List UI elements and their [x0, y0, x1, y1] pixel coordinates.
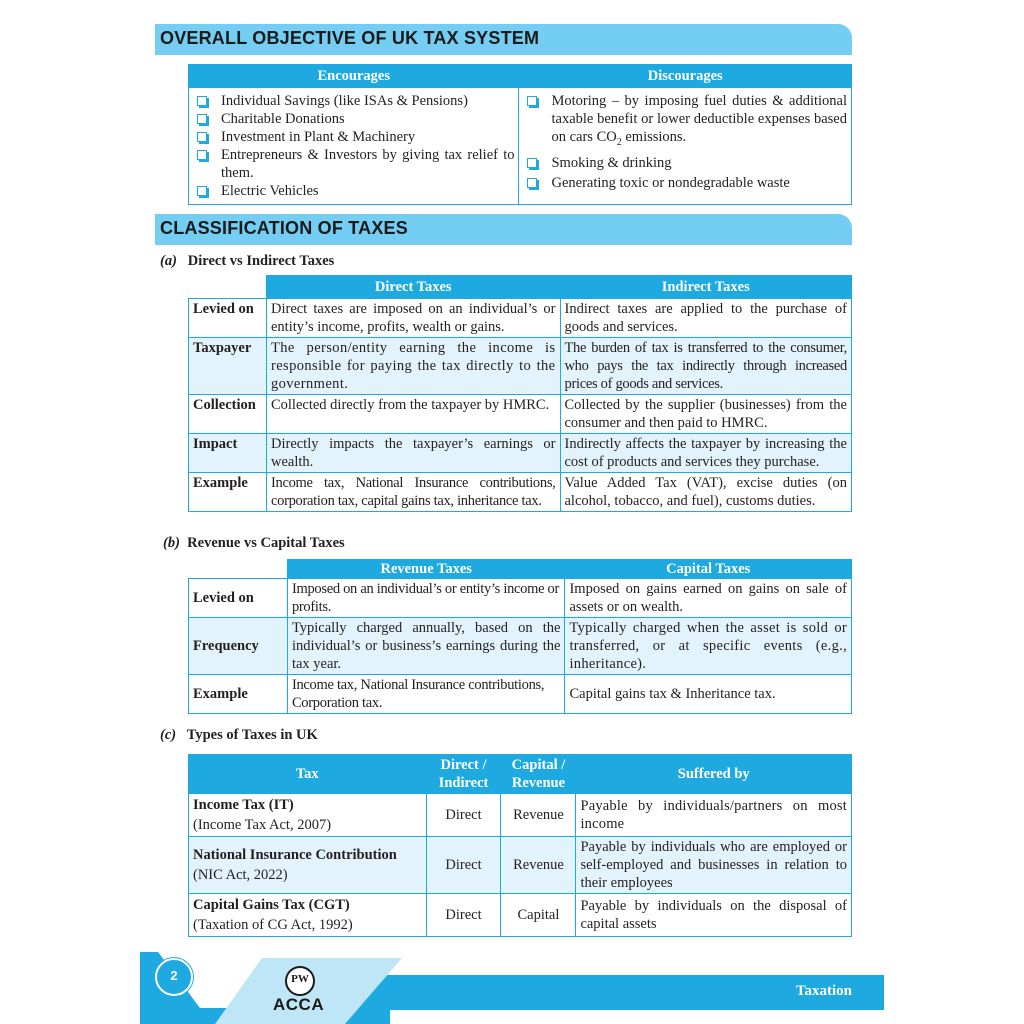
encourages-list [189, 92, 514, 200]
section-title: OVERALL OBJECTIVE OF UK TAX SYSTEM [160, 28, 540, 48]
col-header-indirect: Indirect Taxes [560, 276, 852, 299]
objective-table [188, 64, 852, 205]
footer-subject: Taxation [795, 983, 852, 999]
section-title: CLASSIFICATION OF TAXES [160, 218, 408, 238]
table-cell: Capital [501, 894, 576, 937]
checkbox-bullet-icon [197, 132, 207, 142]
page-number: 2 [170, 968, 178, 983]
table-cell: Collected by the supplier (businesses) from the consumer and then paid to HMRC. [560, 395, 852, 434]
table-row [189, 675, 852, 714]
table-header-row [189, 65, 852, 88]
table-row [189, 618, 852, 675]
checkbox-bullet-icon [527, 158, 537, 168]
table-cell: Payable by individuals who are employed or self-employed and businesses in relation to their employees [576, 837, 852, 894]
col-header-direct-indirect: Direct / Indirect [426, 755, 501, 794]
tax-name-cell [189, 894, 427, 937]
col-header-discourages: Discourages [519, 65, 852, 88]
row-label: Example [189, 473, 267, 512]
checkbox-bullet-icon [197, 114, 207, 124]
acca-logo-text: ACCA [273, 995, 325, 1014]
subsection-heading-c: (c) Types of Taxes in UK [160, 727, 318, 743]
table-cell: Income tax, National Insurance contributions, corporation tax, capital gains tax, inheritance tax. [266, 473, 560, 512]
list-item: Individual Savings (like ISAs & Pensions) [189, 92, 514, 110]
table-cell: Collected directly from the taxpayer by HMRC. [266, 395, 560, 434]
direct-indirect-table [188, 275, 852, 512]
list-item: Electric Vehicles [189, 182, 514, 200]
table-cell: Direct [426, 794, 501, 837]
section-header-objective [155, 24, 852, 55]
discourages-cell [519, 88, 852, 205]
page-number-badge [155, 958, 193, 996]
table-row [189, 579, 852, 618]
table-cell: The burden of tax is transferred to the consumer, who pays the tax indirectly through increased prices of goods and services. [560, 338, 852, 395]
table-cell: Revenue [501, 837, 576, 894]
table-cell: The person/entity earning the income is responsible for paying the tax directly to the government. [266, 338, 560, 395]
col-header-tax: Tax [189, 755, 427, 794]
tax-act: (NIC Act, 2022) [193, 867, 288, 883]
checkbox-bullet-icon [527, 96, 537, 106]
col-header-capital: Capital Taxes [565, 560, 852, 579]
list-item: Smoking & drinking [519, 154, 847, 172]
tax-act: (Income Tax Act, 2007) [193, 817, 332, 833]
table-cell: Imposed on gains earned on gains on sale of assets or on wealth. [565, 579, 852, 618]
table-row [189, 894, 852, 937]
list-item: Investment in Plant & Machinery [189, 128, 514, 146]
table-cell: Capital gains tax & Inheritance tax. [565, 675, 852, 714]
row-label: Levied on [189, 299, 267, 338]
types-of-taxes-table [188, 754, 852, 937]
table-cell: Revenue [501, 794, 576, 837]
col-header-direct: Direct Taxes [266, 276, 560, 299]
table-cell: Direct [426, 894, 501, 937]
table-cell: Typically charged when the asset is sold or transferred, or at specific events (e.g., inheritance). [565, 618, 852, 675]
tax-name-cell [189, 837, 427, 894]
tax-name: National Insurance Contribution [193, 847, 397, 863]
table-cell: Typically charged annually, based on the individual’s or business’s earnings during the tax year. [287, 618, 565, 675]
table-cell: Imposed on an individual’s or entity’s income or profits. [287, 579, 565, 618]
table-cell: Direct taxes are imposed on an individual’s or entity’s income, profits, wealth or gains. [266, 299, 560, 338]
list-item: Entrepreneurs & Investors by giving tax relief to them. [189, 146, 514, 182]
section-header-classification [155, 214, 852, 245]
row-label: Levied on [189, 579, 288, 618]
row-label: Example [189, 675, 288, 714]
row-label: Collection [189, 395, 267, 434]
checkbox-bullet-icon [197, 186, 207, 196]
list-item: Generating toxic or nondegradable waste [519, 174, 847, 192]
tax-name: Income Tax (IT) [193, 797, 294, 813]
subsection-heading-b: (b) Revenue vs Capital Taxes [163, 535, 345, 551]
row-label: Taxpayer [189, 338, 267, 395]
list-item: Charitable Donations [189, 110, 514, 128]
col-header-encourages: Encourages [189, 65, 519, 88]
table-row [189, 837, 852, 894]
col-header-suffered-by: Suffered by [576, 755, 852, 794]
table-row [189, 338, 852, 395]
discourages-list [519, 92, 847, 192]
tax-act: (Taxation of CG Act, 1992) [193, 917, 353, 933]
table-cell: Indirectly affects the taxpayer by increasing the cost of products and services they purchase. [560, 434, 852, 473]
table-row [189, 299, 852, 338]
table-cell: Payable by individuals on the disposal of capital assets [576, 894, 852, 937]
pw-logo-icon: PW [285, 966, 315, 996]
table-cell: Payable by individuals/partners on most income [576, 794, 852, 837]
table-header-row [189, 560, 852, 579]
row-label: Frequency [189, 618, 288, 675]
table-row [189, 473, 852, 512]
table-cell: Direct [426, 837, 501, 894]
encourages-cell [189, 88, 519, 205]
table-cell: Value Added Tax (VAT), excise duties (on alcohol, tobacco, and fuel), customs duties. [560, 473, 852, 512]
table-cell: Indirect taxes are applied to the purchase of goods and services. [560, 299, 852, 338]
table-header-row [189, 755, 852, 794]
table-cell: Income tax, National Insurance contributions, Corporation tax. [287, 675, 565, 714]
table-row [189, 794, 852, 837]
checkbox-bullet-icon [197, 96, 207, 106]
tax-name-cell [189, 794, 427, 837]
col-header-revenue: Revenue Taxes [287, 560, 565, 579]
table-header-row [189, 276, 852, 299]
table-row [189, 395, 852, 434]
checkbox-bullet-icon [527, 178, 537, 188]
revenue-capital-table [188, 559, 852, 714]
list-item: Motoring – by imposing fuel duties & additional taxable benefit or lower deductible expenses based on cars $CO_2$ emissions. [519, 92, 847, 152]
table-cell: Directly impacts the taxpayer’s earnings or wealth. [266, 434, 560, 473]
row-label: Impact [189, 434, 267, 473]
col-header-capital-revenue: Capital / Revenue [501, 755, 576, 794]
subsection-heading-a: (a) Direct vs Indirect Taxes [160, 253, 335, 269]
tax-name: Capital Gains Tax (CGT) [193, 897, 350, 913]
table-row [189, 434, 852, 473]
checkbox-bullet-icon [197, 150, 207, 160]
